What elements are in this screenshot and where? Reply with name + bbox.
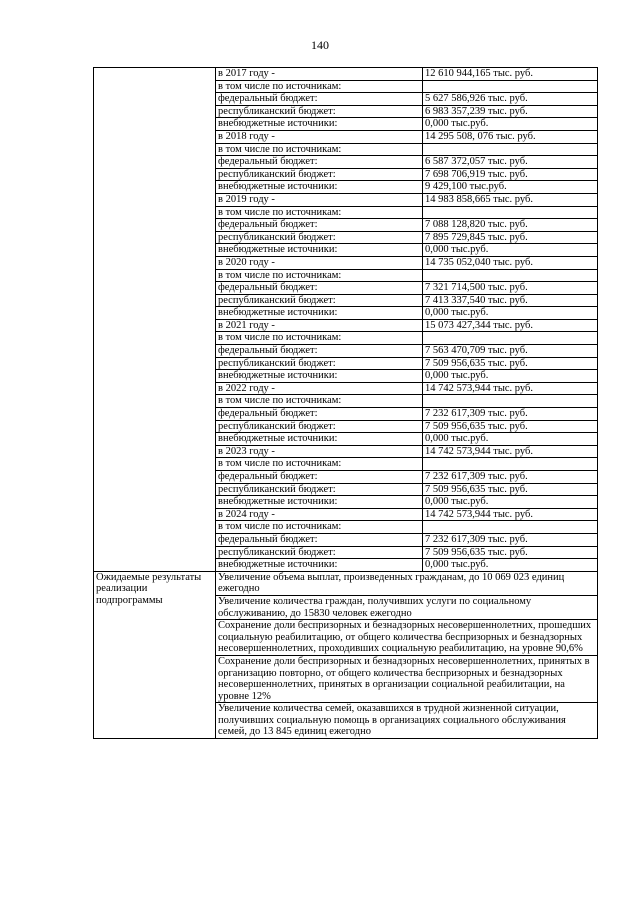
funding-row-value: 0,000 тыс.руб. [423,307,598,320]
funding-row-label: в том числе по источникам: [216,143,423,156]
funding-row-value: 14 983 858,665 тыс. руб. [423,193,598,206]
funding-row-value: 14 742 573,944 тыс. руб. [423,382,598,395]
funding-row-label: в 2019 году - [216,193,423,206]
funding-row-label: республиканский бюджет: [216,420,423,433]
funding-row-label: в 2018 году - [216,130,423,143]
funding-row-value: 7 232 617,309 тыс. руб. [423,533,598,546]
funding-row-value: 0,000 тыс.руб. [423,370,598,383]
expected-result-text: Увеличение объема выплат, произведенных гражданам, до 10 069 023 единиц ежегодно [216,571,598,595]
funding-row-label: внебюджетные источники: [216,496,423,509]
funding-row-label: внебюджетные источники: [216,433,423,446]
funding-row-label: в том числе по источникам: [216,332,423,345]
funding-row-label: республиканский бюджет: [216,546,423,559]
funding-row-value: 7 509 956,635 тыс. руб. [423,420,598,433]
funding-row-value: 0,000 тыс.руб. [423,244,598,257]
funding-row-value: 14 742 573,944 тыс. руб. [423,445,598,458]
funding-row-value: 6 587 372,057 тыс. руб. [423,156,598,169]
funding-row-value: 14 742 573,944 тыс. руб. [423,508,598,521]
funding-row-value: 9 429,100 тыс.руб. [423,181,598,194]
funding-row-label: внебюджетные источники: [216,181,423,194]
funding-row-label: в том числе по источникам: [216,521,423,534]
funding-row-value: 7 563 470,709 тыс. руб. [423,345,598,358]
expected-result-text: Сохранение доли беспризорных и безнадзорных несовершеннолетних, прошедших социальную реабилитацию, от общего количества беспризорных и безнадзорных несовершеннолетних, проходивших социальную реабилитацию, на уровне 90,6% [216,620,598,656]
funding-row-value [423,80,598,93]
funding-row-value: 15 073 427,344 тыс. руб. [423,319,598,332]
funding-row-value: 7 698 706,919 тыс. руб. [423,168,598,181]
funding-row-value: 7 088 128,820 тыс. руб. [423,219,598,232]
funding-row-label: республиканский бюджет: [216,483,423,496]
funding-row-label: в 2020 году - [216,256,423,269]
funding-row-value: 14 735 052,040 тыс. руб. [423,256,598,269]
funding-row-label: федеральный бюджет: [216,345,423,358]
funding-row-label: в том числе по источникам: [216,395,423,408]
funding-row-value: 7 413 337,540 тыс. руб. [423,294,598,307]
funding-row-label: внебюджетные источники: [216,559,423,572]
passport-table-body [94,68,598,739]
funding-row-label: в 2023 году - [216,445,423,458]
funding-row-value: 5 627 586,926 тыс. руб. [423,93,598,106]
funding-row-value [423,332,598,345]
funding-row-value [423,395,598,408]
funding-row [94,68,598,81]
funding-row-value: 7 232 617,309 тыс. руб. [423,408,598,421]
funding-row-value [423,206,598,219]
funding-row-label: федеральный бюджет: [216,282,423,295]
funding-row-label: республиканский бюджет: [216,231,423,244]
funding-row-label: республиканский бюджет: [216,357,423,370]
funding-row-value: 7 895 729,845 тыс. руб. [423,231,598,244]
funding-label-cell [94,68,216,572]
funding-row-label: федеральный бюджет: [216,408,423,421]
funding-row-value: 0,000 тыс.руб. [423,433,598,446]
funding-row-value: 0,000 тыс.руб. [423,496,598,509]
funding-row-label: федеральный бюджет: [216,471,423,484]
funding-row-label: в 2024 году - [216,508,423,521]
funding-row-label: в 2022 году - [216,382,423,395]
funding-row-value [423,143,598,156]
funding-row-value [423,269,598,282]
program-passport-table [93,67,598,739]
funding-row-label: в 2021 году - [216,319,423,332]
funding-row-value: 7 509 956,635 тыс. руб. [423,483,598,496]
funding-row-label: внебюджетные источники: [216,118,423,131]
funding-row-value [423,458,598,471]
section-label: Ожидаемые результаты реализации подпрограммы [94,571,216,738]
funding-row-value: 7 509 956,635 тыс. руб. [423,357,598,370]
funding-row-value: 14 295 508, 076 тыс. руб. [423,130,598,143]
page-number: 140 [311,38,329,52]
funding-row-value: 12 610 944,165 тыс. руб. [423,68,598,81]
funding-row-label: республиканский бюджет: [216,294,423,307]
funding-row-label: республиканский бюджет: [216,105,423,118]
expected-result-text: Сохранение доли беспризорных и безнадзорных несовершеннолетних, принятых в организацию повторно, от общего количества беспризорных и безнадзорных несовершеннолетних, принятых в организации социальной реабилитации, на уровне 12% [216,655,598,702]
funding-row-label: в том числе по источникам: [216,80,423,93]
funding-row-value: 7 509 956,635 тыс. руб. [423,546,598,559]
expected-result-text: Увеличение количества граждан, получивших услуги по социальному обслуживанию, до 15830 человек ежегодно [216,595,598,619]
funding-row-label: федеральный бюджет: [216,156,423,169]
funding-row-label: в том числе по источникам: [216,458,423,471]
funding-row-value: 0,000 тыс.руб. [423,559,598,572]
funding-row-value: 0,000 тыс.руб. [423,118,598,131]
funding-row-label: внебюджетные источники: [216,370,423,383]
funding-row-label: федеральный бюджет: [216,533,423,546]
funding-row-value: 6 983 357,239 тыс. руб. [423,105,598,118]
funding-row-value: 7 232 617,309 тыс. руб. [423,471,598,484]
funding-row-label: республиканский бюджет: [216,168,423,181]
funding-row-label: внебюджетные источники: [216,307,423,320]
funding-row-label: в том числе по источникам: [216,269,423,282]
funding-row-label: федеральный бюджет: [216,93,423,106]
funding-row-value [423,521,598,534]
expected-result-text: Увеличение количества семей, оказавшихся в трудной жизненной ситуации, получивших социальную помощь в организациях социального обслуживания семей, до 13 845 единиц ежегодно [216,703,598,739]
funding-row-label: в 2017 году - [216,68,423,81]
funding-row-label: внебюджетные источники: [216,244,423,257]
result-row [94,571,598,595]
funding-row-label: в том числе по источникам: [216,206,423,219]
funding-row-value: 7 321 714,500 тыс. руб. [423,282,598,295]
funding-row-label: федеральный бюджет: [216,219,423,232]
